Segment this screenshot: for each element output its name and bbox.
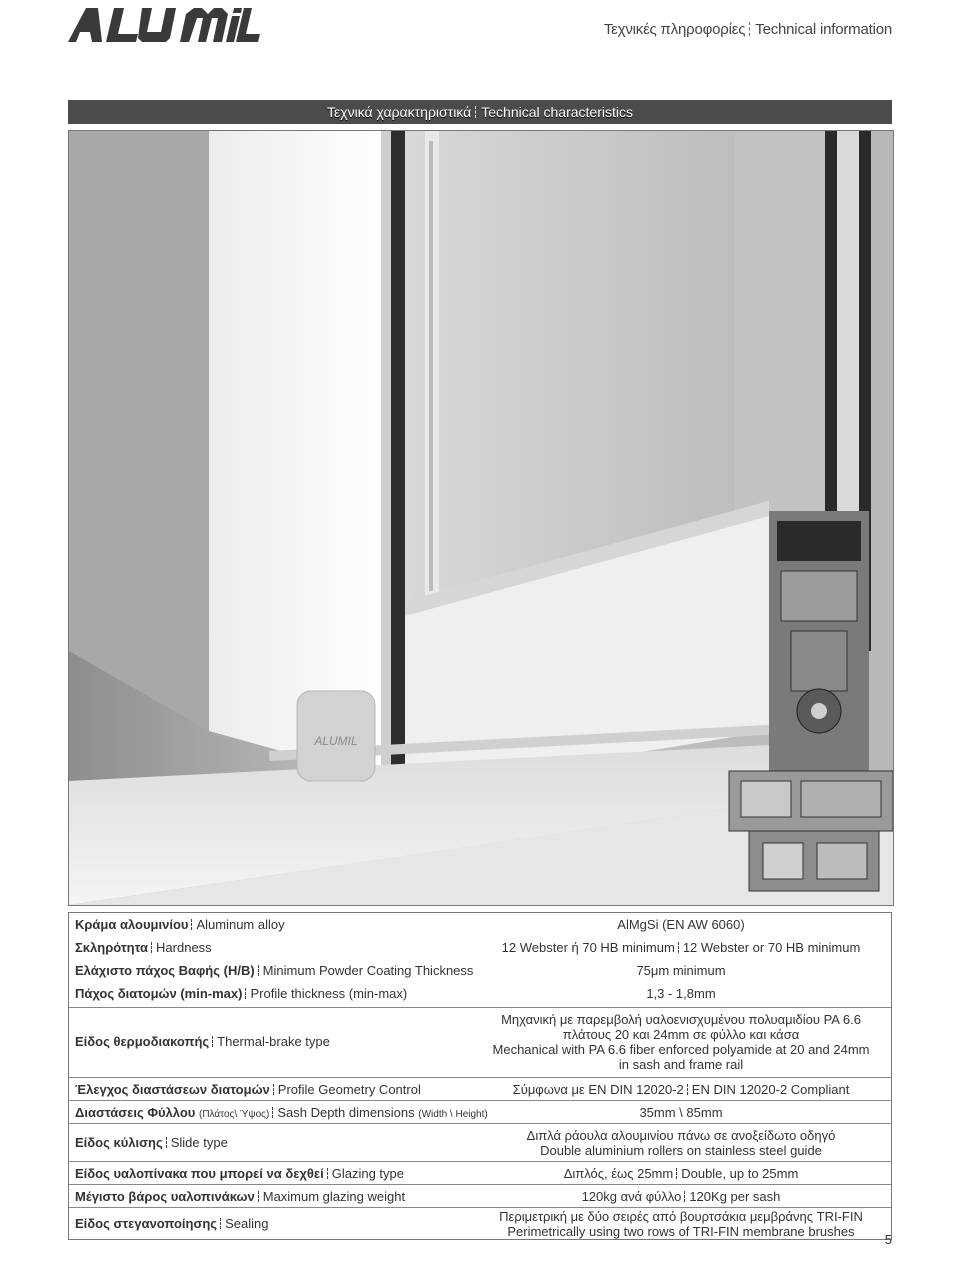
separator	[749, 22, 751, 36]
section-title-en: Technical characteristics	[481, 104, 633, 120]
separator	[678, 942, 680, 953]
sliding-window-illustration	[69, 131, 893, 905]
spec-value	[477, 1012, 885, 1072]
spec-label	[75, 1034, 330, 1049]
spec-value	[477, 1128, 885, 1158]
label-gr: Είδος θερμοδιακοπής	[75, 1034, 210, 1049]
label-en: Glazing type	[331, 1166, 404, 1181]
value-gr: 12 Webster ή 70 HB minimum	[501, 940, 675, 955]
spec-value: 75μm minimum	[636, 963, 726, 978]
separator	[220, 1218, 222, 1229]
separator	[151, 942, 153, 953]
spec-row	[69, 1123, 891, 1161]
value-line: Double aluminium rollers on stainless steel guide	[540, 1143, 822, 1158]
separator	[273, 1084, 275, 1095]
label-en: Sealing	[225, 1216, 269, 1231]
spec-row	[69, 982, 891, 1005]
label-gr-small: (Πλάτος\ Ύψος)	[199, 1109, 270, 1120]
separator	[258, 965, 260, 976]
label-gr: Έλεγχος διαστάσεων διατομών	[75, 1082, 270, 1097]
separator	[166, 1137, 168, 1148]
label-gr: Σκληρότητα	[75, 940, 149, 955]
spec-value	[477, 1082, 885, 1097]
label-en: Sash Depth dimensions	[277, 1105, 415, 1120]
spec-table	[68, 912, 892, 1240]
label-en: Hardness	[156, 940, 212, 955]
spec-label	[75, 917, 285, 932]
spec-row	[69, 1207, 891, 1239]
label-gr: Κράμα αλουμινίου	[75, 917, 189, 932]
separator	[475, 106, 477, 118]
label-gr: Ελάχιστο πάχος Βαφής (Η/Β)	[75, 963, 255, 978]
label-gr: Είδος στεγανοποίησης	[75, 1216, 218, 1231]
separator	[687, 1084, 689, 1095]
value-en: EN DIN 12020-2 Compliant	[691, 1082, 850, 1097]
header-title	[604, 21, 892, 38]
value-line: Perimetrically using two rows of TRI-FIN membrane brushes	[507, 1224, 855, 1239]
spec-row	[69, 913, 891, 936]
header-title-en: Technical information	[755, 21, 892, 38]
spec-label	[75, 1189, 405, 1204]
label-en-small: (Width \ Height)	[418, 1109, 488, 1120]
separator	[272, 1107, 274, 1118]
label-en: Thermal-brake type	[217, 1034, 330, 1049]
value-en: Double, up to 25mm	[681, 1166, 799, 1181]
value-line: πλάτους 20 και 24mm σε φύλλο και κάσα	[562, 1027, 800, 1042]
label-gr: Πάχος διατομών (min-max)	[75, 986, 243, 1001]
spec-value	[477, 940, 885, 955]
separator	[327, 1168, 329, 1179]
label-en: Profile thickness (min-max)	[250, 986, 408, 1001]
spec-value: 35mm \ 85mm	[639, 1105, 723, 1120]
separator	[684, 1191, 686, 1202]
spec-label	[75, 1135, 228, 1150]
endcap-logo: ALUMIL	[314, 734, 358, 748]
page-header	[0, 0, 960, 60]
separator	[245, 988, 247, 999]
value-line: Μηχανική με παρεμβολή υαλοενισχυμένου πολυαμιδίου PA 6.6	[501, 1012, 861, 1027]
spec-row	[69, 959, 891, 982]
value-gr: Σύμφωνα με EN DIN 12020-2	[512, 1082, 684, 1097]
spec-label	[75, 963, 473, 978]
label-en: Minimum Powder Coating Thickness	[262, 963, 474, 978]
spec-row	[69, 1007, 891, 1077]
label-gr: Είδος υαλοπίνακα που μπορεί να δεχθεί	[75, 1166, 324, 1181]
label-en: Profile Geometry Control	[277, 1082, 421, 1097]
header-title-gr: Τεχνικές πληροφορίες	[603, 21, 746, 38]
label-gr: Μέγιστο βάρος υαλοπινάκων	[75, 1189, 255, 1204]
label-en: Maximum glazing weight	[262, 1189, 406, 1204]
spec-row	[69, 936, 891, 959]
separator	[676, 1168, 678, 1179]
spec-row	[69, 1184, 891, 1207]
value-line: in sash and frame rail	[618, 1057, 744, 1072]
spec-value	[477, 1209, 885, 1239]
spec-label	[75, 986, 407, 1001]
spec-row	[69, 1100, 891, 1123]
spec-label	[75, 1105, 488, 1120]
label-en: Slide type	[170, 1135, 228, 1150]
separator	[191, 919, 193, 930]
section-title-gr: Τεχνικά χαρακτηριστικά	[327, 104, 472, 120]
value-line: Mechanical with PA 6.6 fiber enforced polyamide at 20 and 24mm	[492, 1042, 870, 1057]
value-gr: 120kg ανά φύλλο	[581, 1189, 682, 1204]
product-photo	[68, 130, 894, 906]
label-gr: Είδος κύλισης	[75, 1135, 163, 1150]
separator	[258, 1191, 260, 1202]
section-title-bar	[68, 100, 892, 124]
page-number: 5	[884, 1232, 892, 1247]
value-line: Περιμετρική με δύο σειρές από βουρτσάκια μεμβράνης TRI-FIN	[499, 1209, 863, 1224]
spec-label	[75, 1166, 404, 1181]
spec-row	[69, 1077, 891, 1100]
spec-value: AlMgSi (EN AW 6060)	[617, 917, 745, 932]
spec-label	[75, 940, 212, 955]
spec-label	[75, 1082, 421, 1097]
value-en: 12 Webster or 70 HB minimum	[682, 940, 861, 955]
value-gr: Διπλός, έως 25mm	[563, 1166, 674, 1181]
spec-label	[75, 1216, 268, 1231]
spec-row	[69, 1161, 891, 1184]
separator	[212, 1036, 214, 1047]
spec-value: 1,3 - 1,8mm	[646, 986, 716, 1001]
value-en: 120Kg per sash	[689, 1189, 781, 1204]
value-line: Διπλά ράουλα αλουμινίου πάνω σε ανοξείδωτο οδηγό	[526, 1128, 836, 1143]
spec-value	[477, 1166, 885, 1181]
label-gr: Διαστάσεις Φύλλου	[75, 1105, 196, 1120]
spec-value	[477, 1189, 885, 1204]
label-en: Aluminum alloy	[196, 917, 285, 932]
alumil-logo	[68, 4, 260, 44]
